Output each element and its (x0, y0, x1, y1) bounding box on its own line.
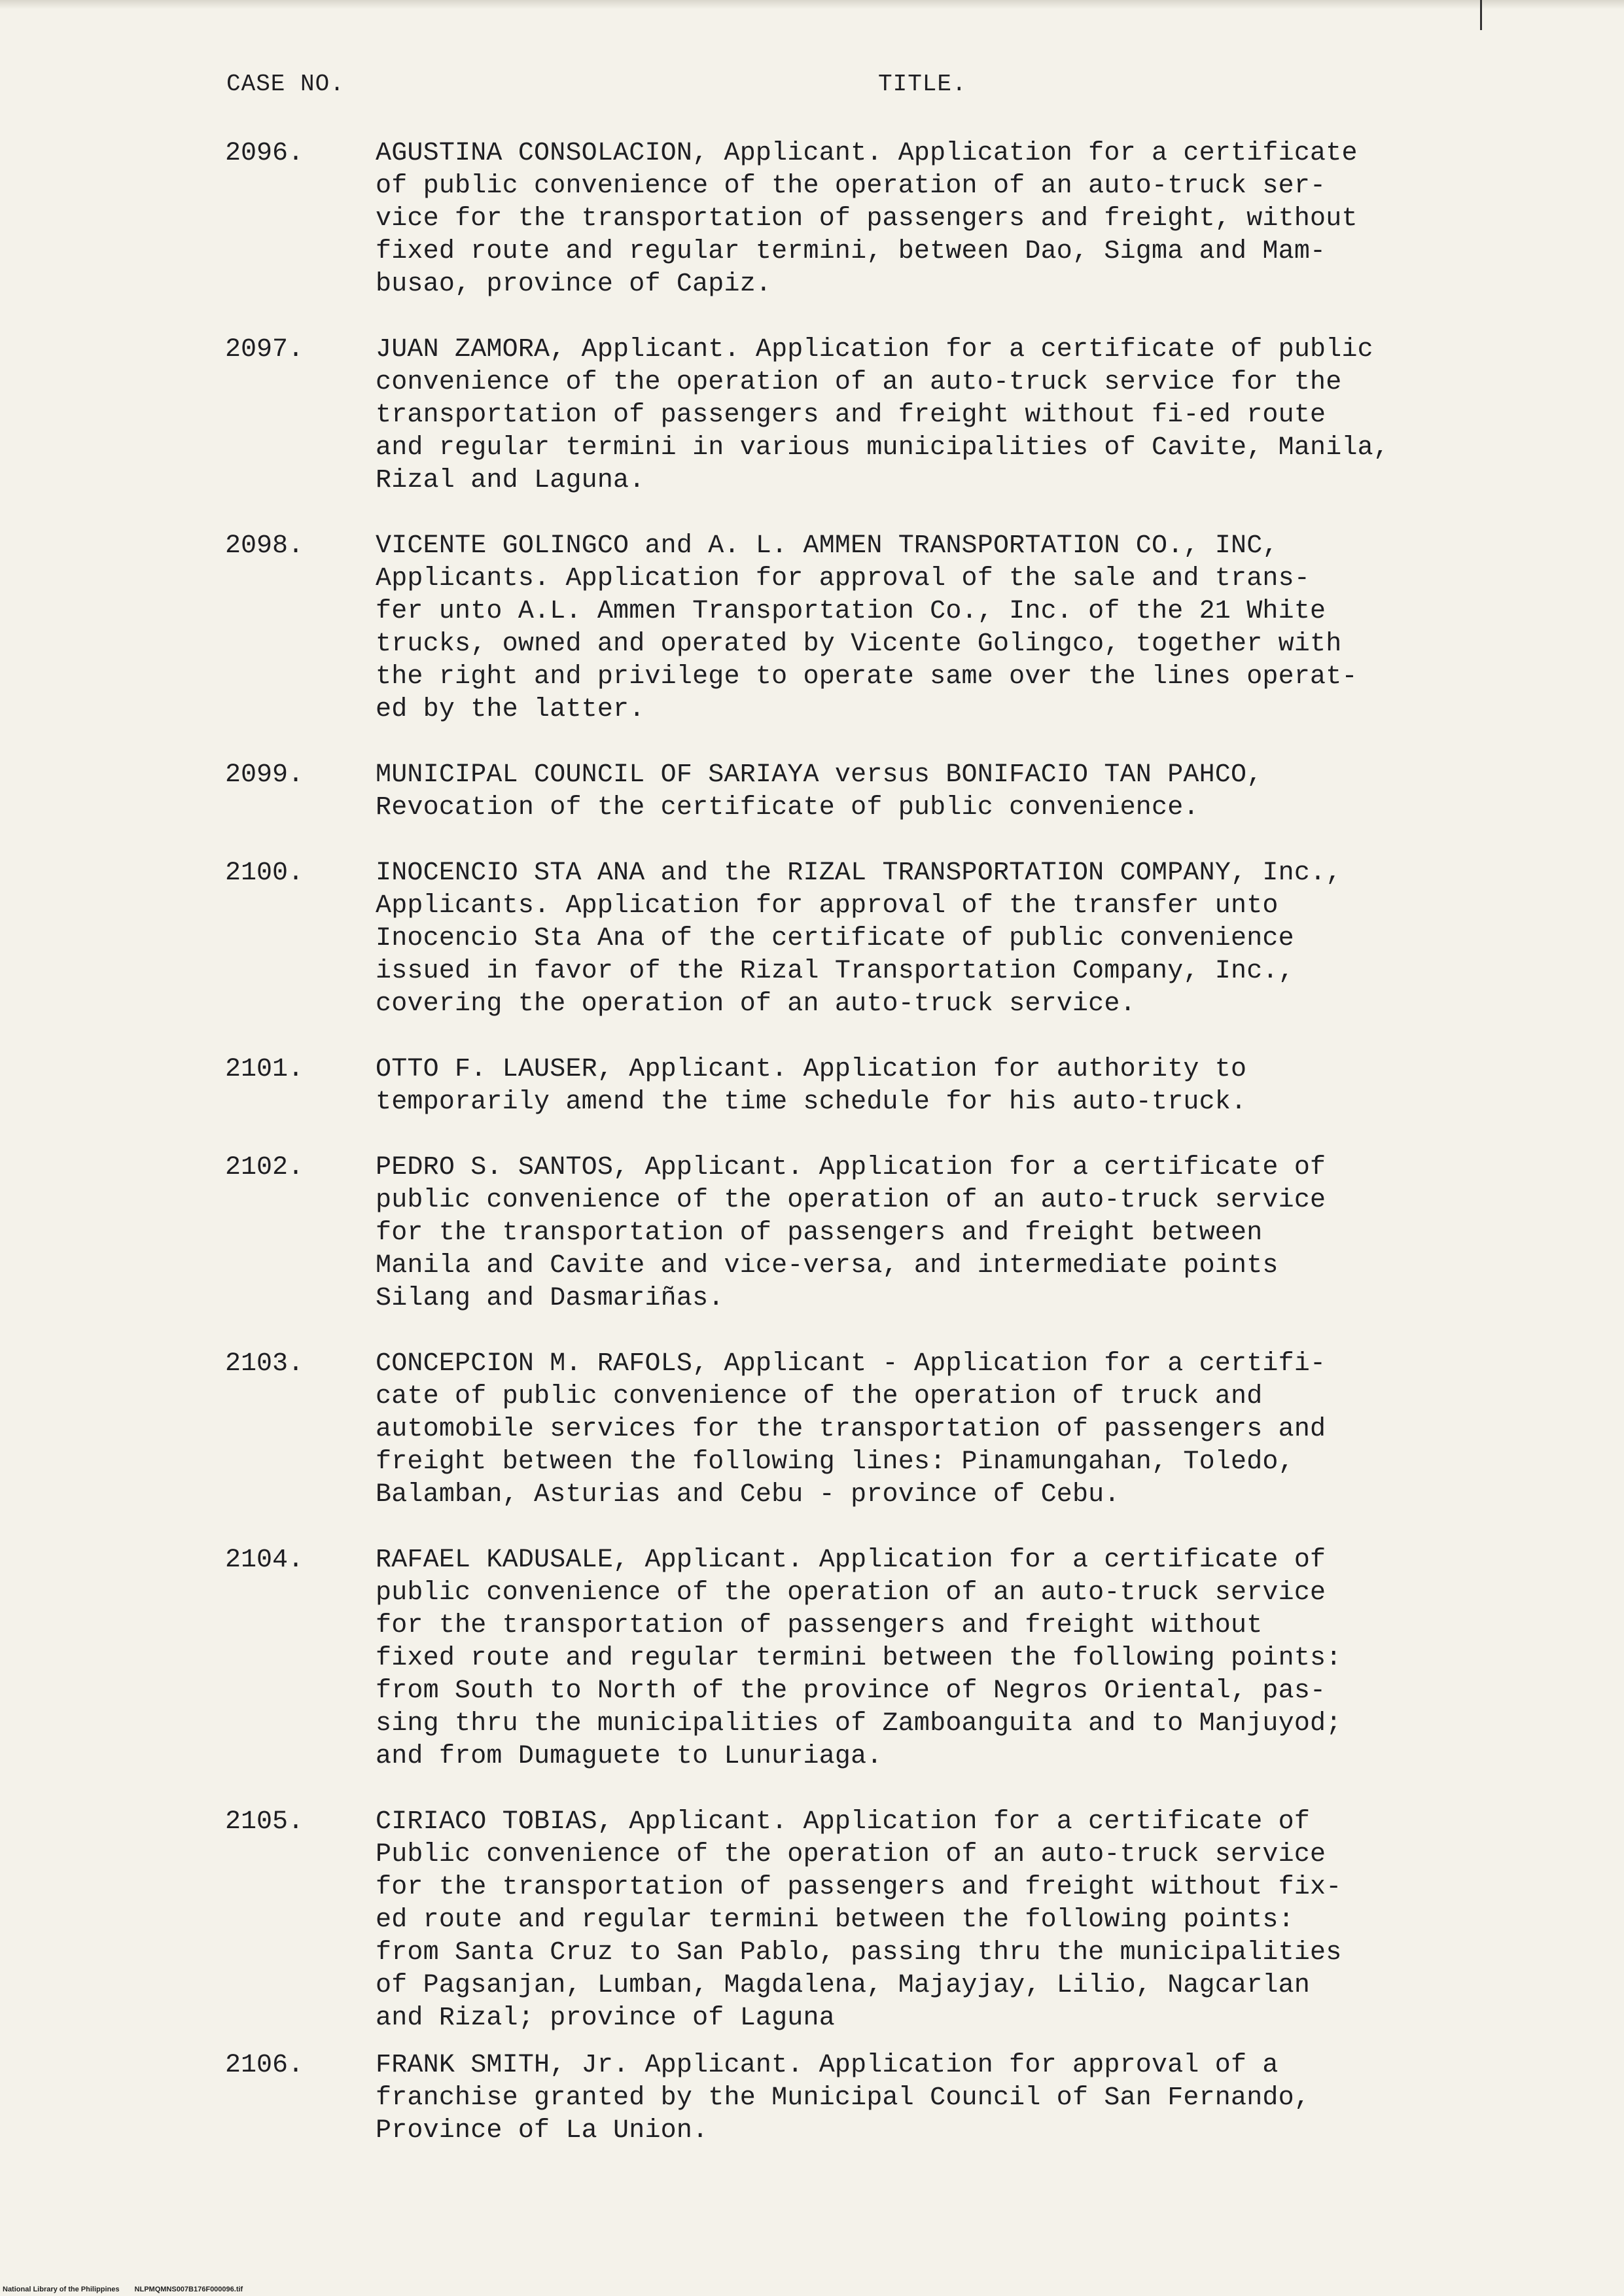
case-entry (222, 1053, 1505, 1119)
case-title: CONCEPCION M. RAFOLS, Applicant - Application for a certifi- cate of public convenience of the operation of truck and automobile services for the transportation of passengers and freight between the following lines: Pinamungahan, Toledo, Balamban, Asturias and Cebu - province of Cebu. (376, 1349, 1326, 1510)
case-title: JUAN ZAMORA, Applicant. Application for a certificate of public convenience of the operation of an auto-truck service for the transportation of passengers and freight without fi-ed route and regular termini in various municipalities of Cavite, Manila, Rizal and Laguna. (376, 335, 1390, 495)
case-title: PEDRO S. SANTOS, Applicant. Application for a certificate of public convenience of the operation of an auto-truck service for the transportation of passengers and freight between Manila and Cavite and vice-versa, and intermediate points Silang and Dasmariñas. (376, 1153, 1326, 1313)
scan-footer (3, 2286, 256, 2293)
file-identifier: NLPMQMNS007B176F000096.tif (134, 2286, 243, 2293)
case-entry (222, 1348, 1505, 1511)
case-title: VICENTE GOLINGCO and A. L. AMMEN TRANSPORTATION CO., INC, Applicants. Application for approval of the sale and trans- fer unto A.L. Ammen Transportation Co., Inc. of the 21 White trucks, owned and operated by Vicente Golingco, together with the right and privilege to operate same over the lines operat- ed by the latter. (376, 531, 1358, 724)
case-number: 2099. (225, 760, 304, 790)
case-title: AGUSTINA CONSOLACION, Applicant. Application for a certificate of public convenience of the operation of an auto-truck ser- vice for the transportation of passengers and freight, without fixed route and regular termini, between Dao, Sigma and Mam- busao, province of Capiz. (376, 139, 1358, 299)
case-number: 2100. (225, 858, 304, 888)
case-number: 2096. (225, 139, 304, 168)
case-list (222, 137, 1505, 2147)
case-title: CIRIACO TOBIAS, Applicant. Application for a certificate of Public convenience of the operation of an auto-truck service for the transportation of passengers and freight without fix- ed route and regular termini between the following points: from Santa Cruz to San Pablo, passing thru the municipalities of Pagsanjan, Lumban, Magdalena, Majayjay, Lilio, Nagcarlan and Rizal; province of Laguna (376, 1807, 1342, 2033)
title-header: TITLE. (878, 71, 967, 97)
case-entry (222, 759, 1505, 824)
case-title: FRANK SMITH, Jr. Applicant. Application for approval of a franchise granted by the Municipal Council of San Fernando, Province of La Union. (376, 2051, 1311, 2146)
case-number: 2101. (225, 1055, 304, 1084)
scan-edge-mark (1480, 0, 1482, 30)
case-number: 2103. (225, 1349, 304, 1379)
case-number: 2102. (225, 1153, 304, 1182)
case-title: INOCENCIO STA ANA and the RIZAL TRANSPORTATION COMPANY, Inc., Applicants. Application for approval of the transfer unto Inocencio Sta Ana of the certificate of public convenience issued in favor of the Rizal Transportation Company, Inc., covering the operation of an auto-truck service. (376, 858, 1342, 1019)
case-entry (222, 1806, 1505, 2035)
case-entry (222, 530, 1505, 726)
case-entry (222, 2049, 1505, 2147)
page-top-edge (0, 0, 1624, 9)
case-title: OTTO F. LAUSER, Applicant. Application for authority to temporarily amend the time schedule for his auto-truck. (376, 1055, 1247, 1117)
case-entry (222, 1152, 1505, 1315)
case-entry (222, 1544, 1505, 1773)
column-headers (226, 71, 1493, 110)
case-title: MUNICIPAL COUNCIL OF SARIAYA versus BONIFACIO TAN PAHCO, Revocation of the certificate of public convenience. (376, 760, 1263, 822)
case-no-header: CASE NO. (226, 71, 345, 97)
case-title: RAFAEL KADUSALE, Applicant. Application for a certificate of public convenience of the operation of an auto-truck service for the transportation of passengers and freight without fixed route and regular termini between the following points: from South to North of the province of Negros Oriental, pas- sing thru the municipalities of Zamboanguita and to Manjuyod; and from Dumaguete to Lunuriaga. (376, 1545, 1342, 1771)
library-credit: National Library of the Philippines (3, 2286, 120, 2293)
case-number: 2097. (225, 335, 304, 364)
case-number: 2106. (225, 2051, 304, 2080)
case-entry (222, 137, 1505, 301)
case-number: 2098. (225, 531, 304, 561)
case-number: 2105. (225, 1807, 304, 1837)
case-number: 2104. (225, 1545, 304, 1575)
case-entry (222, 334, 1505, 497)
case-entry (222, 857, 1505, 1021)
